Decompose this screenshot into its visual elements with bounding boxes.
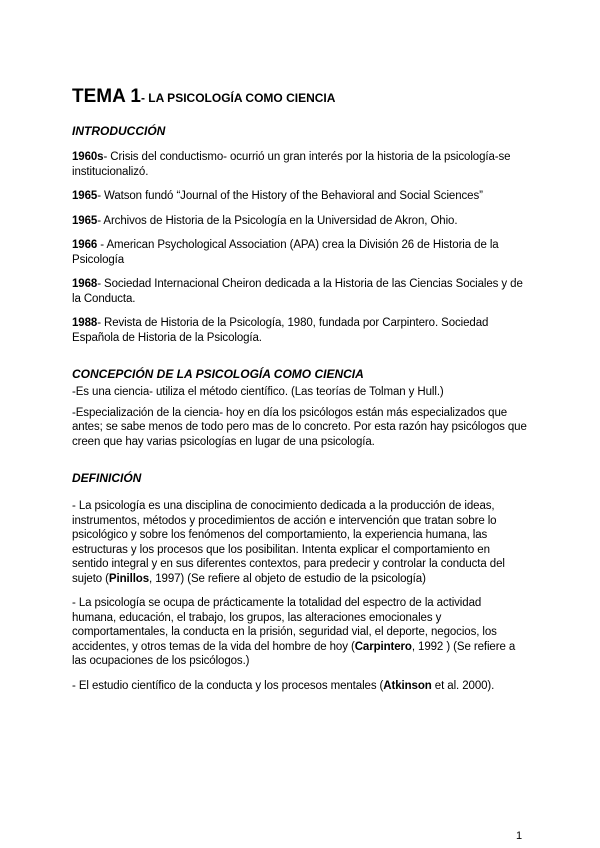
intro-text: - Sociedad Internacional Cheiron dedicada a la Historia de las Ciencias Sociales y de la Conducta. <box>72 278 523 305</box>
page-title <box>72 86 528 108</box>
intro-text: - Archivos de Historia de la Psicología en la Universidad de Akron, Ohio. <box>97 214 458 227</box>
definicion-paragraph-1 <box>72 499 528 586</box>
intro-item <box>72 214 528 229</box>
page-number: 1 <box>516 830 523 842</box>
concepcion-heading: CONCEPCIÓN DE LA PSICOLOGÍA COMO CIENCIA <box>72 367 364 381</box>
spacer <box>72 355 528 367</box>
intro-text: - Watson fundó “Journal of the History of the Behavioral and Social Sciences” <box>97 190 483 202</box>
intro-year: 1960s <box>72 151 104 163</box>
def1-author: Pinillos <box>108 572 150 585</box>
def3-author: Atkinson <box>383 679 432 692</box>
definicion-paragraph-3 <box>72 679 528 694</box>
definicion-heading: DEFINICIÓN <box>72 471 142 485</box>
intro-item <box>72 238 528 267</box>
title-main: TEMA 1 <box>72 86 141 107</box>
intro-text: - Crisis del conductismo- ocurrió un gran interés por la historia de la psicología-se institucionalizó. <box>72 151 511 178</box>
def3-text: - El estudio científico de la conducta y los procesos mentales ( <box>72 679 384 692</box>
intro-item <box>72 189 528 204</box>
intro-year: 1966 <box>72 239 98 251</box>
title-rest: - LA PSICOLOGÍA COMO CIENCIA <box>140 91 336 105</box>
concepcion-paragraph-1: -Es una ciencia- utiliza el método científico. (Las teorías de Tolman y Hull.) <box>72 386 444 398</box>
spacer <box>72 459 528 471</box>
intro-heading: INTRODUCCIÓN <box>72 124 166 138</box>
intro-year: 1968 <box>72 278 98 290</box>
intro-year: 1965 <box>72 190 98 202</box>
intro-text: - American Psychological Association (APA) crea la División 26 de Historia de la Psicología <box>72 239 499 266</box>
intro-year: 1965 <box>72 214 98 227</box>
intro-item <box>72 277 528 306</box>
def1-citation: , 1997) (Se refiere al objeto de estudio de la psicología) <box>149 572 426 585</box>
concepcion-paragraph-2: -Especialización de la ciencia- hoy en día los psicólogos están más especializados que antes; se sabe menos de todo pero mas de lo concreto. Por esta razón hay psicólogos que creen que hay varias psicologías en lugar de una psicología. <box>72 406 527 448</box>
def2-author: Carpintero <box>354 640 412 653</box>
intro-item <box>72 150 528 179</box>
def2-text: - La psicología se ocupa de prácticamente la totalidad del espectro de la actividad humana, educación, el trabajo, los grupos, las alteraciones emocionales y comportamentales, la conducta en la prisión, seguridad vial, el deporte, negocios, los accidentes, y otros temas de la vida del hombre de hoy ( <box>72 597 497 653</box>
definicion-paragraph-2 <box>72 596 528 669</box>
def2-citation: , 1992 ) (Se refiere a las ocupaciones de los psicólogos.) <box>72 640 516 667</box>
def3-citation: et al. 2000). <box>431 679 495 692</box>
document-page <box>72 86 528 703</box>
intro-text: - Revista de Historia de la Psicología, 1980, fundada por Carpintero. Sociedad Española de Historia de la Psicología. <box>72 317 489 344</box>
def1-text: - La psicología es una disciplina de conocimiento dedicada a la producción de ideas, instrumentos, métodos y procedimientos de acción e intervención que tratan sobre lo psicológico y sobre los fenómenos del comportamiento, la experiencia humana, las estructuras y los procesos que los posibilitan. Intenta explicar el comportamiento en sentido integral y en sus diferentes contextos, para predecir y controlar la conducta del sujeto ( <box>72 500 505 585</box>
intro-item <box>72 316 528 345</box>
intro-year: 1988 <box>72 317 98 329</box>
